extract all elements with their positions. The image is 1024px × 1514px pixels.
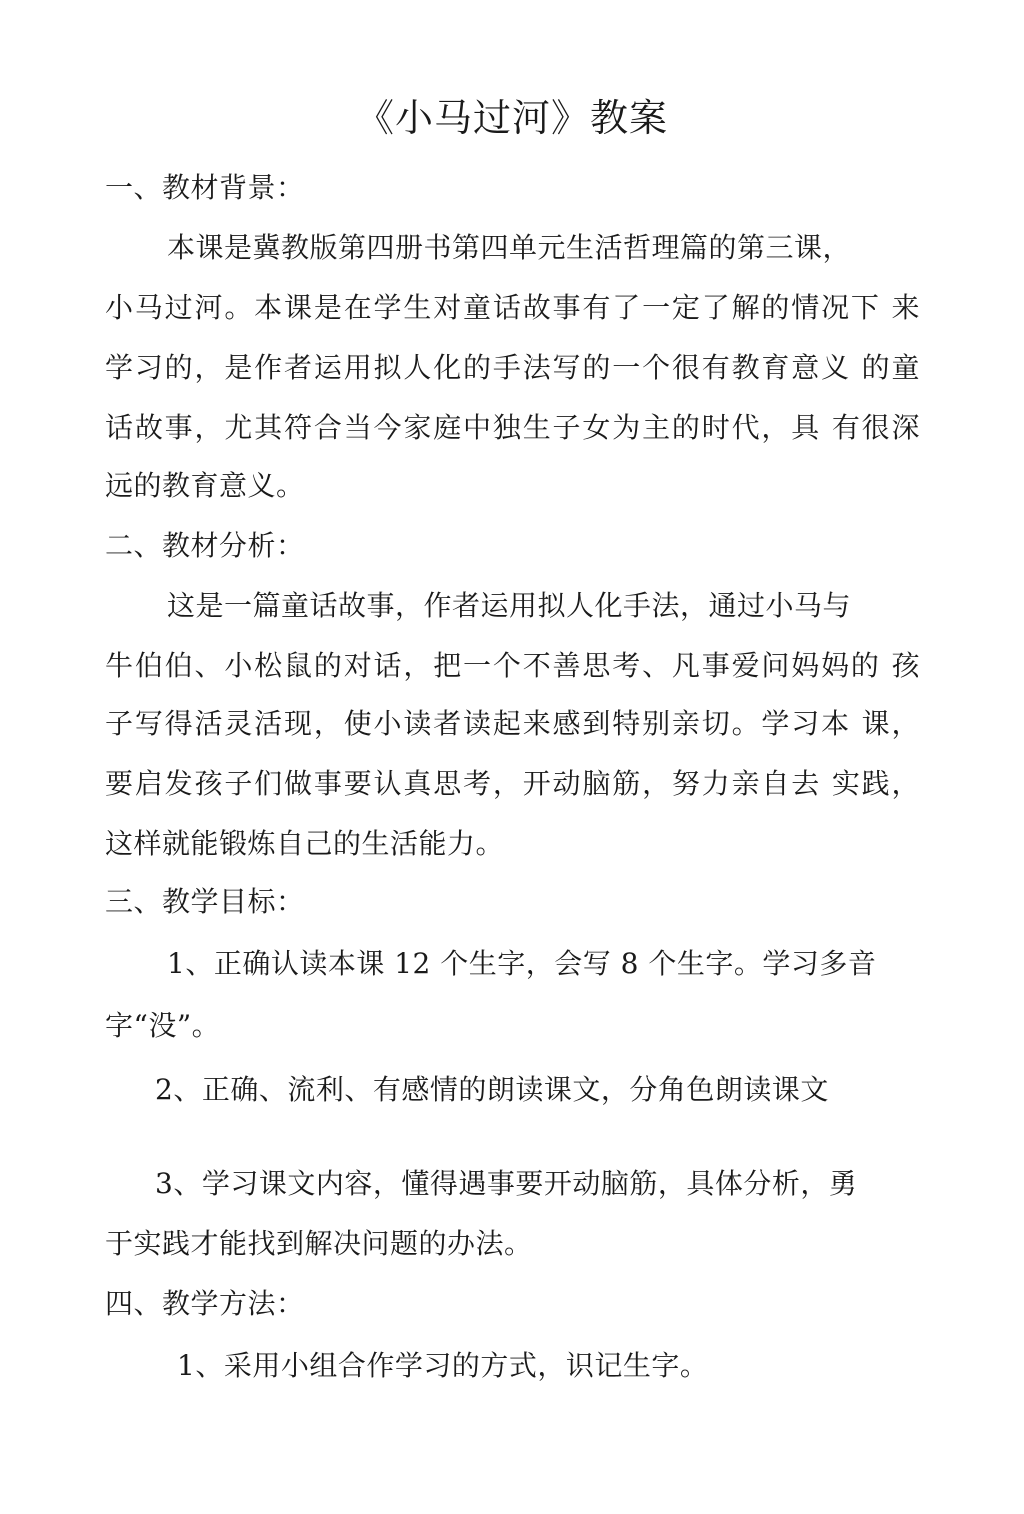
paragraph-line: 字“没”。 [105, 1009, 221, 1042]
document-title: 《小马过河》教案 [355, 96, 668, 140]
objective-item: 3、学习课文内容，懂得遇事要开动脑筋，具体分析，勇 [155, 1167, 858, 1200]
paragraph-line: 远的教育意义。 [105, 469, 305, 502]
section-heading: 四、教学方法： [105, 1287, 305, 1320]
objective-item: 1、正确认读本课 12 个生字，会写 8 个生字。学习多音 [167, 947, 877, 980]
objective-item: 2、正确、流利、有感情的朗读课文，分角色朗读课文 [155, 1073, 829, 1106]
paragraph-line: 这样就能锻炼自己的生活能力。 [105, 827, 505, 860]
section-heading: 三、教学目标： [105, 885, 305, 918]
paragraph-line: 本课是冀教版第四册书第四单元生活哲理篇的第三课， [167, 231, 852, 264]
section-heading: 一、教材背景： [105, 171, 305, 204]
paragraph-line: 子写得活灵活现，使小读者读起来感到特别亲切。学习本 课， [105, 707, 920, 740]
section-heading: 二、教材分析： [105, 529, 305, 562]
paragraph-line: 要启发孩子们做事要认真思考，开动脑筋，努力亲自去 实践， [105, 767, 920, 800]
paragraph-line: 牛伯伯、小松鼠的对话，把一个不善思考、凡事爱问妈妈的 孩 [105, 649, 920, 682]
paragraph-line: 学习的，是作者运用拟人化的手法写的一个很有教育意义 的童 [105, 351, 920, 384]
paragraph-line: 话故事，尤其符合当今家庭中独生子女为主的时代，具 有很深 [105, 411, 920, 444]
method-item: 1、采用小组合作学习的方式，识记生字。 [177, 1349, 709, 1382]
paragraph-line: 这是一篇童话故事，作者运用拟人化手法，通过小马与 [167, 589, 852, 622]
paragraph-line: 于实践才能找到解决问题的办法。 [105, 1227, 533, 1260]
paragraph-line: 小马过河。本课是在学生对童话故事有了一定了解的情况下 来 [105, 291, 920, 324]
